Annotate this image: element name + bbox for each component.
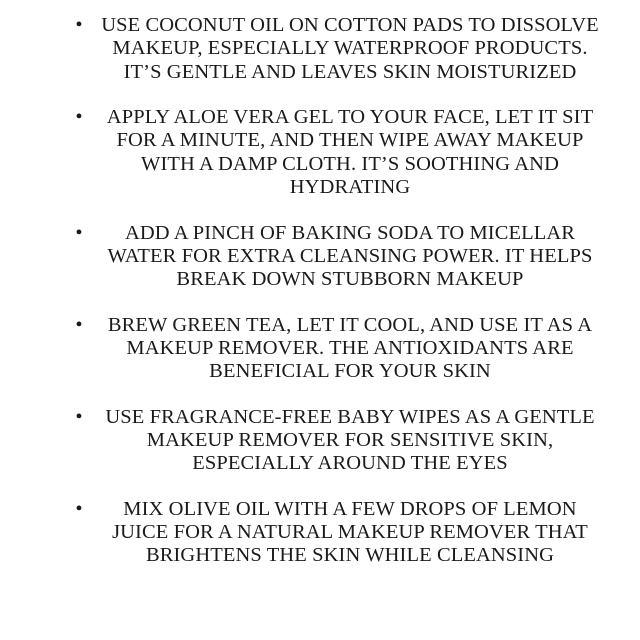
bullet-icon: • — [75, 313, 83, 336]
list-item-text: USE COCONUT OIL ON COTTON PADS TO DISSOLVE MAKEUP, ESPECIALLY WATERPROOF PRODUCTS. IT’S GENTLE AND LEAVES SKIN MOISTURIZED — [101, 14, 599, 83]
list-item-text: MIX OLIVE OIL WITH A FEW DROPS OF LEMON JUICE FOR A NATURAL MAKEUP REMOVER THAT BRIGHTENS THE SKIN WHILE CLEANSING — [112, 497, 588, 567]
list-item — [40, 314, 600, 384]
list-item — [40, 406, 600, 476]
tips-list — [40, 14, 600, 568]
bullet-icon: • — [75, 405, 83, 428]
bullet-icon: • — [75, 221, 83, 244]
list-item — [40, 498, 600, 568]
bullet-icon: • — [75, 497, 83, 520]
list-item-text: BREW GREEN TEA, LET IT COOL, AND USE IT AS A MAKEUP REMOVER. THE ANTIOXIDANTS ARE BENEFICIAL FOR YOUR SKIN — [107, 313, 593, 383]
list-item-text: ADD A PINCH OF BAKING SODA TO MICELLAR WATER FOR EXTRA CLEANSING POWER. IT HELPS BREAK DOWN STUBBORN MAKEUP — [107, 221, 593, 291]
list-item — [40, 14, 600, 84]
list-item-text: USE FRAGRANCE-FREE BABY WIPES AS A GENTLE MAKEUP REMOVER FOR SENSITIVE SKIN, ESPECIALLY AROUND THE EYES — [105, 405, 595, 475]
list-item — [40, 106, 600, 199]
bullet-icon: • — [75, 106, 83, 129]
list-item — [40, 222, 600, 292]
list-item-text: APPLY ALOE VERA GEL TO YOUR FACE, LET IT SIT FOR A MINUTE, AND THEN WIPE AWAY MAKEUP WITH A DAMP CLOTH. IT’S SOOTHING AND HYDRATING — [106, 106, 594, 199]
bullet-icon: • — [75, 14, 83, 36]
